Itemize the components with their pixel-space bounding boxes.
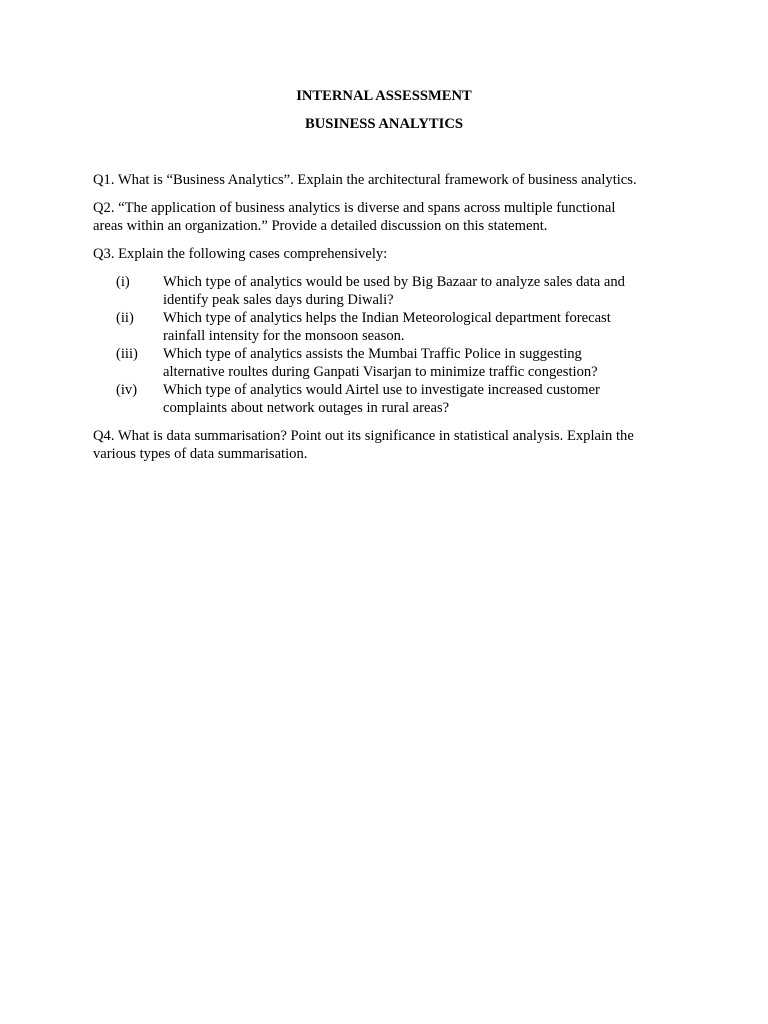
case-item-iv [93,381,693,417]
question-3-intro [93,245,693,263]
case-numeral: (iv) [116,382,138,398]
case-line: rainfall intensity for the monsoon season. [163,328,405,344]
question-2-line: Q2. “The application of business analytics is diverse and spans across multiple functional [93,200,616,216]
case-item-ii [93,309,693,345]
document-subtitle: BUSINESS ANALYTICS [304,116,464,132]
case-item-i [93,273,693,309]
case-line: identify peak sales days during Diwali? [163,292,394,308]
question-2-line: areas within an organization.” Provide a detailed discussion on this statement. [93,218,548,234]
question-2 [93,199,693,235]
document-body [93,171,693,473]
question-4-line: Q4. What is data summarisation? Point out its significance in statistical analysis. Explain the [93,428,634,444]
question-1-line: Q1. What is “Business Analytics”. Explain the architectural framework of business analytics. [93,172,637,188]
case-line: Which type of analytics assists the Mumbai Traffic Police in suggesting [163,346,582,362]
case-numeral: (iii) [116,346,138,362]
case-line: Which type of analytics helps the Indian Meteorological department forecast [163,310,611,326]
case-numeral: (i) [116,274,130,290]
case-line: complaints about network outages in rural areas? [163,400,450,416]
question-3-intro-line: Q3. Explain the following cases comprehensively: [93,246,388,262]
document-title: INTERNAL ASSESSMENT [296,88,472,104]
case-line: Which type of analytics would Airtel use to investigate increased customer [163,382,600,398]
question-1 [93,171,693,189]
question-3-cases [93,273,693,417]
question-4-line: various types of data summarisation. [93,446,308,462]
case-numeral: (ii) [116,310,134,326]
case-line: Which type of analytics would be used by Big Bazaar to analyze sales data and [163,274,625,290]
question-4 [93,427,693,463]
case-line: alternative roultes during Ganpati Visarjan to minimize traffic congestion? [163,364,598,380]
case-item-iii [93,345,693,381]
